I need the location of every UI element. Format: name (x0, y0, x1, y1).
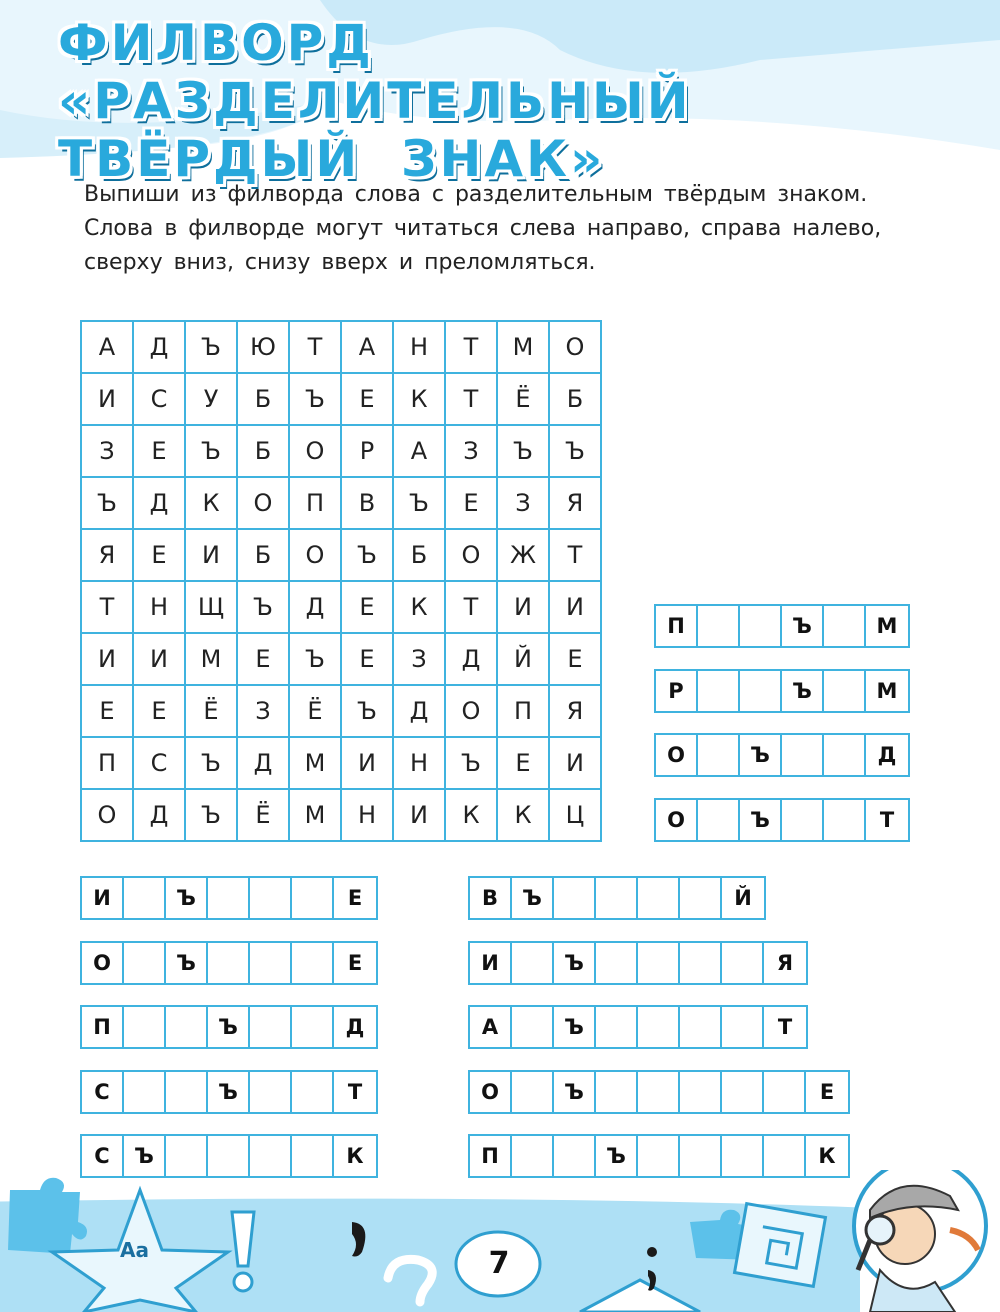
grid-cell: Б (238, 530, 290, 582)
answer-cell[interactable] (722, 1072, 764, 1112)
answer-cell[interactable] (740, 606, 782, 646)
grid-cell: Б (238, 374, 290, 426)
answer-cell[interactable]: П (82, 1007, 124, 1047)
answer-cell[interactable]: Е (347, 950, 363, 975)
instructions-line-1: Выпиши из филворда слова с разделительным твёрдым знаком. (84, 182, 868, 207)
grid-cell: О (446, 530, 498, 582)
grid-cell: К (498, 790, 550, 842)
answer-cell[interactable]: Т (879, 807, 895, 832)
word-search-grid (80, 320, 602, 842)
answer-cell[interactable] (698, 671, 740, 711)
left-answer-row (80, 941, 378, 985)
grid-cell: З (498, 478, 550, 530)
grid-cell: А (394, 426, 446, 478)
grid-cell: З (446, 426, 498, 478)
grid-cell: Ъ (82, 478, 134, 530)
answer-cell[interactable]: Ъ (512, 878, 554, 918)
grid-cell: Д (238, 738, 290, 790)
answer-cell[interactable]: Ъ (554, 1072, 596, 1112)
grid-cell: З (394, 634, 446, 686)
answer-cell[interactable] (638, 1007, 680, 1047)
grid-cell: Д (446, 634, 498, 686)
answer-cell[interactable] (764, 1072, 806, 1112)
answer-cell[interactable] (512, 1072, 554, 1112)
grid-cell: З (82, 426, 134, 478)
grid-cell: З (238, 686, 290, 738)
answer-cell[interactable] (208, 878, 250, 918)
grid-cell: Ё (498, 374, 550, 426)
answer-cell[interactable] (722, 943, 764, 983)
grid-cell: Ъ (290, 374, 342, 426)
answer-cell[interactable] (782, 735, 824, 775)
right-answer-row (654, 798, 910, 842)
instructions (84, 178, 914, 280)
right-answer-row (654, 604, 910, 648)
grid-cell: Ъ (238, 582, 290, 634)
answer-cell[interactable]: Е (347, 886, 363, 910)
grid-cell: Ъ (394, 478, 446, 530)
grid-cell: Н (342, 790, 394, 842)
left-answer-row (80, 876, 378, 920)
middle-answer-row (468, 876, 766, 920)
grid-cell: Т (550, 530, 602, 582)
grid-cell: Е (498, 738, 550, 790)
answer-cell[interactable] (292, 878, 334, 918)
page-title (58, 14, 1000, 188)
left-answer-row (80, 1005, 378, 1049)
grid-cell: Т (446, 582, 498, 634)
answer-cell[interactable]: П (656, 606, 698, 646)
middle-answer-row (468, 941, 808, 985)
grid-cell: М (290, 738, 342, 790)
answer-cell[interactable] (638, 943, 680, 983)
answer-cell[interactable]: Ъ (208, 1072, 250, 1112)
grid-cell: О (446, 686, 498, 738)
answer-cell[interactable] (680, 1072, 722, 1112)
answer-cell[interactable]: Й (734, 886, 752, 910)
answer-cell[interactable] (740, 671, 782, 711)
grid-cell: И (498, 582, 550, 634)
grid-cell: Ё (186, 686, 238, 738)
grid-cell: Н (394, 738, 446, 790)
answer-cell[interactable]: Т (777, 1015, 793, 1039)
answer-cell[interactable] (680, 943, 722, 983)
grid-cell: К (394, 582, 446, 634)
answer-cell[interactable] (722, 1007, 764, 1047)
grid-cell: Т (290, 322, 342, 374)
grid-cell: Я (82, 530, 134, 582)
answer-cell[interactable]: Р (656, 671, 698, 711)
grid-cell: О (290, 530, 342, 582)
grid-cell: Ъ (290, 634, 342, 686)
grid-cell: Ё (290, 686, 342, 738)
answer-cell[interactable] (208, 943, 250, 983)
grid-cell: Я (550, 686, 602, 738)
middle-answer-row (468, 1070, 850, 1114)
answer-cell[interactable] (824, 735, 866, 775)
grid-cell: Д (134, 322, 186, 374)
answer-cell[interactable]: Т (347, 1079, 363, 1104)
grid-cell: П (498, 686, 550, 738)
answer-cell[interactable] (824, 606, 866, 646)
grid-cell: Ъ (186, 790, 238, 842)
answer-cell[interactable]: С (82, 1072, 124, 1112)
answer-cell[interactable] (680, 878, 722, 918)
grid-cell: Ц (550, 790, 602, 842)
grid-cell: Ъ (186, 322, 238, 374)
answer-cell[interactable] (292, 1007, 334, 1047)
grid-cell: Щ (186, 582, 238, 634)
grid-cell: Д (134, 790, 186, 842)
answer-cell[interactable]: Ъ (740, 735, 782, 775)
grid-cell: К (394, 374, 446, 426)
footer-badge: Aa (120, 1238, 149, 1262)
grid-cell: Е (134, 426, 186, 478)
answer-cell[interactable]: Д (345, 1015, 365, 1039)
page-number: 7 (488, 1245, 510, 1281)
grid-cell: М (498, 322, 550, 374)
instructions-line-3: сверху вниз, снизу вверх и преломляться. (84, 250, 596, 275)
left-answer-row (80, 1070, 378, 1114)
answer-cell[interactable] (166, 1072, 208, 1112)
grid-cell: Е (134, 530, 186, 582)
right-answer-row (654, 669, 910, 713)
answer-cell[interactable] (698, 735, 740, 775)
answer-cell[interactable] (698, 606, 740, 646)
grid-cell: И (394, 790, 446, 842)
answer-cell[interactable]: Ъ (124, 1136, 166, 1176)
answer-cell[interactable]: Ъ (208, 1007, 250, 1047)
grid-cell: Е (550, 634, 602, 686)
grid-cell: О (238, 478, 290, 530)
grid-cell: Н (134, 582, 186, 634)
answer-cell[interactable] (698, 800, 740, 840)
answer-cell[interactable] (292, 1072, 334, 1112)
answer-cell[interactable]: Е (819, 1079, 835, 1104)
grid-cell: С (134, 738, 186, 790)
answer-cell[interactable]: О (656, 800, 698, 840)
answer-cell[interactable] (250, 943, 292, 983)
answer-cell[interactable] (596, 878, 638, 918)
answer-cell[interactable] (124, 1072, 166, 1112)
grid-cell: Т (446, 374, 498, 426)
answer-cell[interactable]: В (470, 878, 512, 918)
grid-cell: С (134, 374, 186, 426)
answer-cell[interactable] (638, 878, 680, 918)
answer-cell[interactable] (512, 943, 554, 983)
grid-cell: Б (238, 426, 290, 478)
right-answer-row (654, 733, 910, 777)
grid-cell: М (290, 790, 342, 842)
answer-cell[interactable]: К (346, 1144, 364, 1168)
grid-cell: О (290, 426, 342, 478)
answer-cell[interactable] (638, 1072, 680, 1112)
answer-cell[interactable] (250, 878, 292, 918)
answer-cell[interactable]: Ъ (554, 1007, 596, 1047)
answer-cell[interactable]: И (82, 878, 124, 918)
grid-cell: Е (342, 374, 394, 426)
grid-cell: Ъ (342, 686, 394, 738)
answer-cell[interactable] (124, 943, 166, 983)
grid-cell: Ъ (186, 738, 238, 790)
title-line-1: ФИЛВОРД «РАЗДЕЛИТЕЛЬНЫЙ (58, 14, 692, 130)
answer-cell[interactable]: Ъ (166, 878, 208, 918)
answer-cell[interactable]: О (656, 735, 698, 775)
instructions-line-2: Слова в филворде могут читаться слева направо, справа налево, (84, 216, 882, 241)
title-line-2: ТВЁРДЫЙ ЗНАК» (58, 130, 606, 188)
answer-cell[interactable]: Я (776, 950, 794, 975)
answer-cell[interactable]: А (470, 1007, 512, 1047)
grid-cell: Е (134, 686, 186, 738)
grid-cell: В (342, 478, 394, 530)
answer-cell[interactable]: Ъ (782, 606, 824, 646)
grid-cell: П (290, 478, 342, 530)
answer-cell[interactable]: К (818, 1144, 836, 1168)
answer-cell[interactable]: Ъ (166, 943, 208, 983)
answer-cell[interactable] (782, 800, 824, 840)
answer-cell[interactable] (596, 943, 638, 983)
answer-cell[interactable]: Ъ (596, 1136, 638, 1176)
answer-cell[interactable] (166, 1007, 208, 1047)
grid-cell: Н (394, 322, 446, 374)
grid-cell: О (82, 790, 134, 842)
middle-answer-row (468, 1005, 808, 1049)
answer-cell[interactable] (554, 878, 596, 918)
answer-cell[interactable] (250, 1072, 292, 1112)
answer-cell[interactable] (512, 1007, 554, 1047)
answer-cell[interactable]: М (876, 614, 898, 638)
grid-cell: И (550, 582, 602, 634)
grid-cell: Ъ (186, 426, 238, 478)
answer-cell[interactable] (596, 1007, 638, 1047)
grid-cell: Ъ (550, 426, 602, 478)
grid-cell: Ё (238, 790, 290, 842)
answer-cell[interactable]: И (470, 943, 512, 983)
grid-cell: Ъ (342, 530, 394, 582)
grid-cell: Р (342, 426, 394, 478)
answer-cell[interactable] (824, 671, 866, 711)
grid-cell: И (550, 738, 602, 790)
grid-cell: Е (238, 634, 290, 686)
answer-cell[interactable]: Д (877, 743, 897, 767)
answer-cell[interactable] (292, 943, 334, 983)
grid-cell: Я (550, 478, 602, 530)
grid-cell: Ъ (498, 426, 550, 478)
grid-cell: Е (446, 478, 498, 530)
answer-cell[interactable]: Ъ (554, 943, 596, 983)
grid-cell: У (186, 374, 238, 426)
grid-cell: Ю (238, 322, 290, 374)
grid-cell: К (446, 790, 498, 842)
grid-cell: Д (290, 582, 342, 634)
grid-cell: Е (342, 634, 394, 686)
answer-cell[interactable]: П (470, 1136, 512, 1176)
grid-cell: И (82, 634, 134, 686)
grid-cell: Д (394, 686, 446, 738)
grid-cell: Й (498, 634, 550, 686)
grid-cell: Б (394, 530, 446, 582)
answer-cell[interactable] (250, 1007, 292, 1047)
answer-cell[interactable] (680, 1007, 722, 1047)
grid-cell: Д (134, 478, 186, 530)
grid-cell: Т (82, 582, 134, 634)
grid-cell: А (342, 322, 394, 374)
answer-cell[interactable]: О (82, 943, 124, 983)
grid-cell: Е (342, 582, 394, 634)
grid-cell: И (82, 374, 134, 426)
grid-cell: Т (446, 322, 498, 374)
grid-cell: П (82, 738, 134, 790)
grid-cell: Ъ (446, 738, 498, 790)
grid-cell: Б (550, 374, 602, 426)
grid-cell: М (186, 634, 238, 686)
grid-cell: А (82, 322, 134, 374)
answer-cell[interactable] (124, 1007, 166, 1047)
grid-cell: И (134, 634, 186, 686)
answer-cell[interactable]: М (876, 678, 898, 703)
answer-cell[interactable]: Ъ (740, 800, 782, 840)
answer-cell[interactable]: О (470, 1072, 512, 1112)
grid-cell: К (186, 478, 238, 530)
answer-cell[interactable] (124, 878, 166, 918)
grid-cell: Е (82, 686, 134, 738)
grid-cell: И (186, 530, 238, 582)
grid-cell: О (550, 322, 602, 374)
grid-cell: И (342, 738, 394, 790)
answer-cell[interactable]: С (82, 1136, 124, 1176)
answer-cell[interactable]: Ъ (782, 671, 824, 711)
grid-cell: Ж (498, 530, 550, 582)
answer-cell[interactable] (596, 1072, 638, 1112)
answer-cell[interactable] (824, 800, 866, 840)
